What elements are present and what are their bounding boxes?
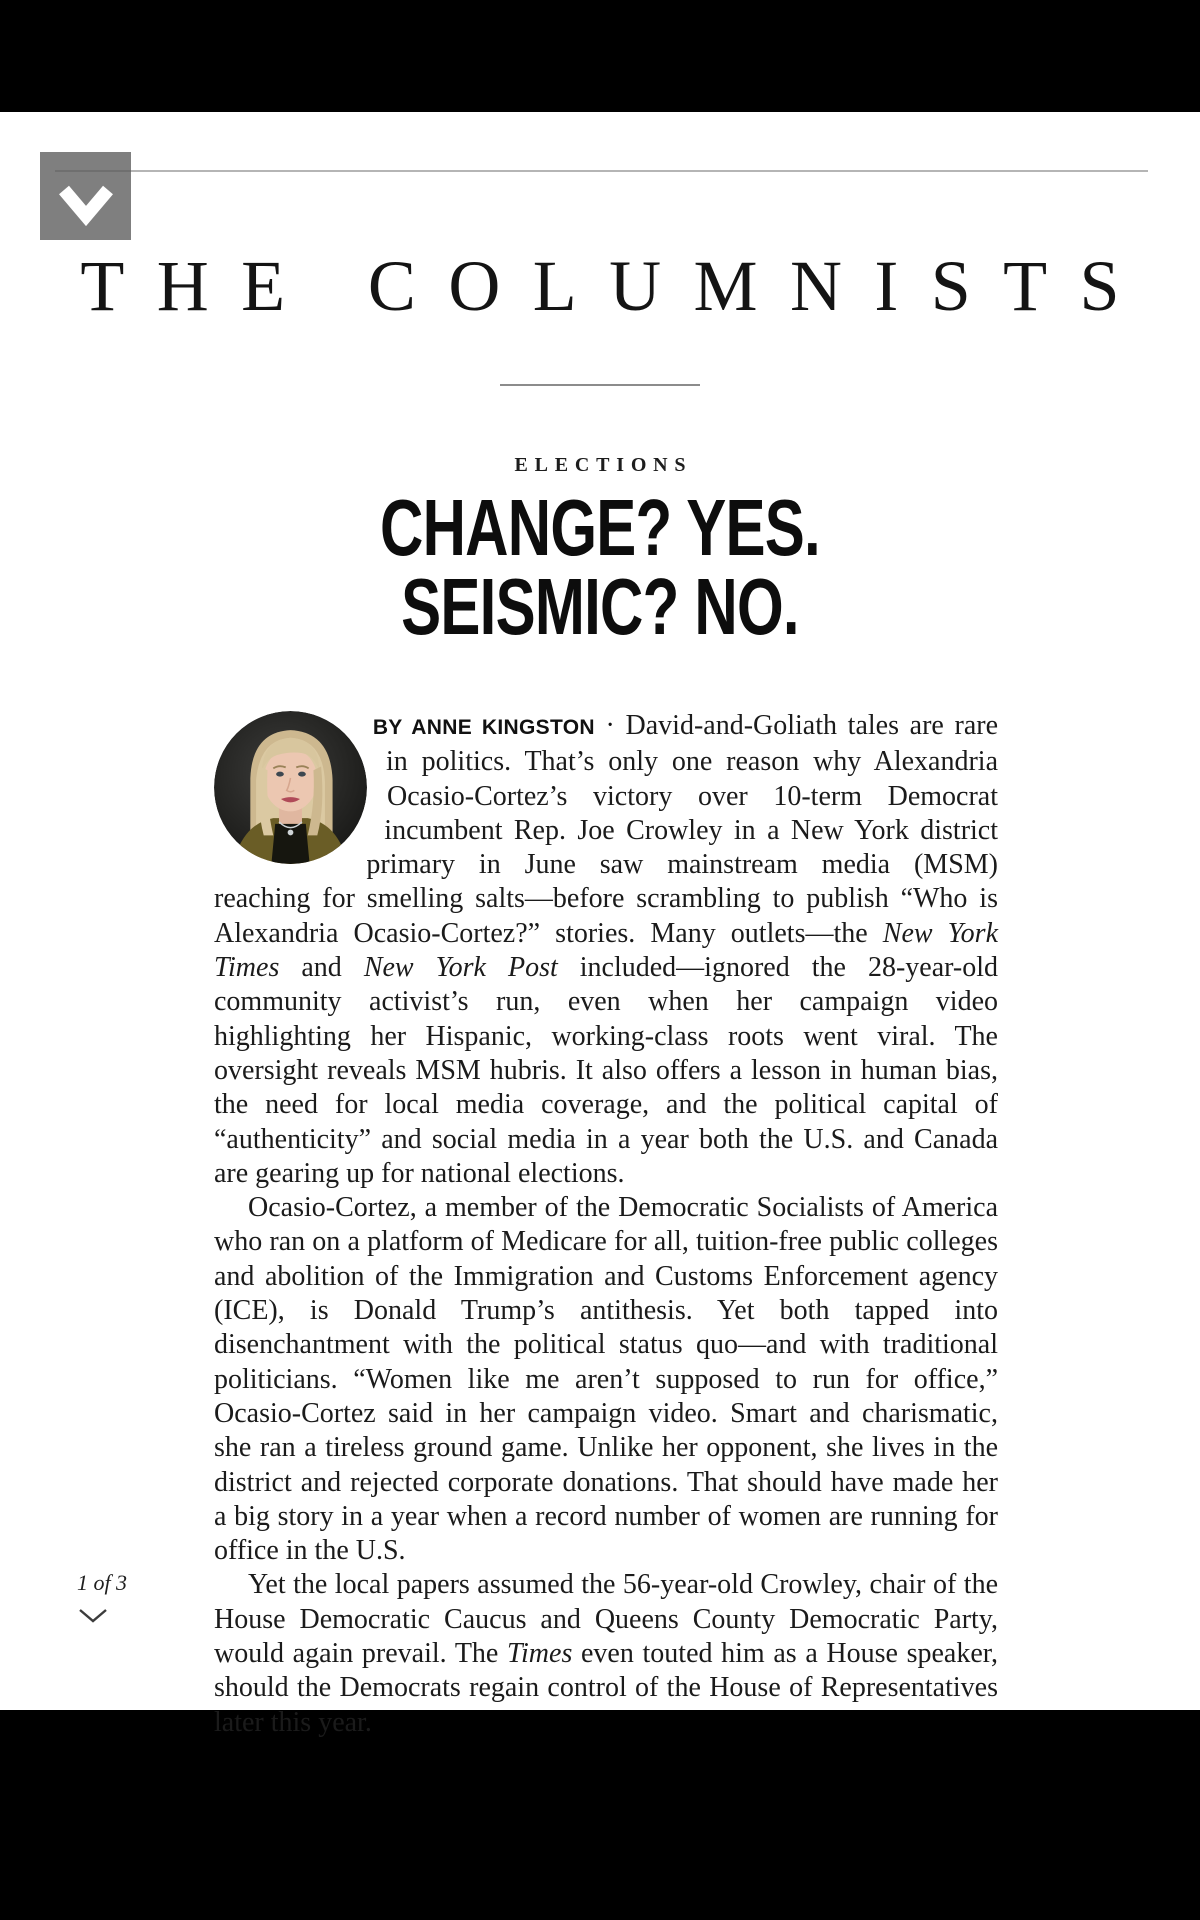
headline-line-2: SEISMIC? NO. xyxy=(401,562,799,651)
article-paragraph-3 xyxy=(214,1568,998,1739)
next-page-button[interactable] xyxy=(78,1608,108,1624)
article-headline xyxy=(150,483,1050,651)
section-masthead-title: THE COLUMNISTS xyxy=(80,246,1152,326)
headline-line-1: CHANGE? YES. xyxy=(380,483,820,572)
publication-name-italic: New York Times xyxy=(214,917,999,984)
collapse-page-button[interactable] xyxy=(40,152,131,240)
paragraph-text: Ocasio-Cortez, a member of the Democratic Socialists of America who ran on a platform of Medicare for all, tuition-free public colleges and abolition of the Immigration and Customs Enforcement agency (ICE), is Donald Trump’s antithesis. Yet both tapped into disenchantment with the political status quo—and with traditional politicians. “Women like me aren’t supposed to run for office,” Ocasio-Cortez said in her campaign video. Smart and charismatic, she ran a tireless ground game. Unlike her opponent, she lives in the district and rejected corporate donations. That should have made her a big story in a year when a record number of women are running for office in the U.S. xyxy=(214,1192,998,1567)
paragraph-text: and xyxy=(279,952,364,984)
paragraph-text: included—ignored the 28-year-old community activist’s run, even when her campaign video highlighting her Hispanic, working-class roots went viral. The oversight reveals MSM hubris. It also offers a lesson in human bias, the need for local media coverage, and the political capital of “authenticity” and social media in a year both the U.S. and Canada are gearing up for national elections. xyxy=(214,952,998,1189)
publication-name-italic: New York Post xyxy=(363,952,558,984)
article-body xyxy=(214,709,998,1740)
paragraph-text: even touted him as a House speaker, should the Democrats regain control of the House of Representatives later this year. xyxy=(214,1638,998,1738)
paragraph-text: David-and-Goliath tales are rare in politics. That’s only one reason why Alexandria Ocasio-Cortez’s victory over 10-term Democrat incumbent Rep. Joe Crowley in a New York district primary in June saw mainstream media (MSM) reaching for smelling salts—before scrambling to publish “Who is Alexandria Ocasio-Cortez?” stories. Many outlets—the xyxy=(214,710,999,949)
article-kicker: ELECTIONS xyxy=(514,454,693,476)
magazine-page xyxy=(0,112,1200,1738)
page-position-indicator: 1 of 3 xyxy=(76,1570,128,1595)
byline-separator: · xyxy=(594,710,626,741)
author-photo xyxy=(214,711,367,864)
header-rule xyxy=(55,170,1148,172)
publication-name-italic: Times xyxy=(507,1638,573,1670)
paragraph-text: Yet the local papers assumed the 56-year-old Crowley, chair of the House Democratic Caucus and Queens County Democratic Party, would again prevail. The xyxy=(214,1569,998,1670)
header-rule-overlap xyxy=(55,170,131,172)
byline-author: BY ANNE KINGSTON xyxy=(372,716,595,739)
masthead-divider xyxy=(500,384,700,386)
article-paragraph-2 xyxy=(214,1191,998,1568)
chevron-down-icon xyxy=(58,162,114,230)
chevron-down-icon xyxy=(78,1608,108,1624)
